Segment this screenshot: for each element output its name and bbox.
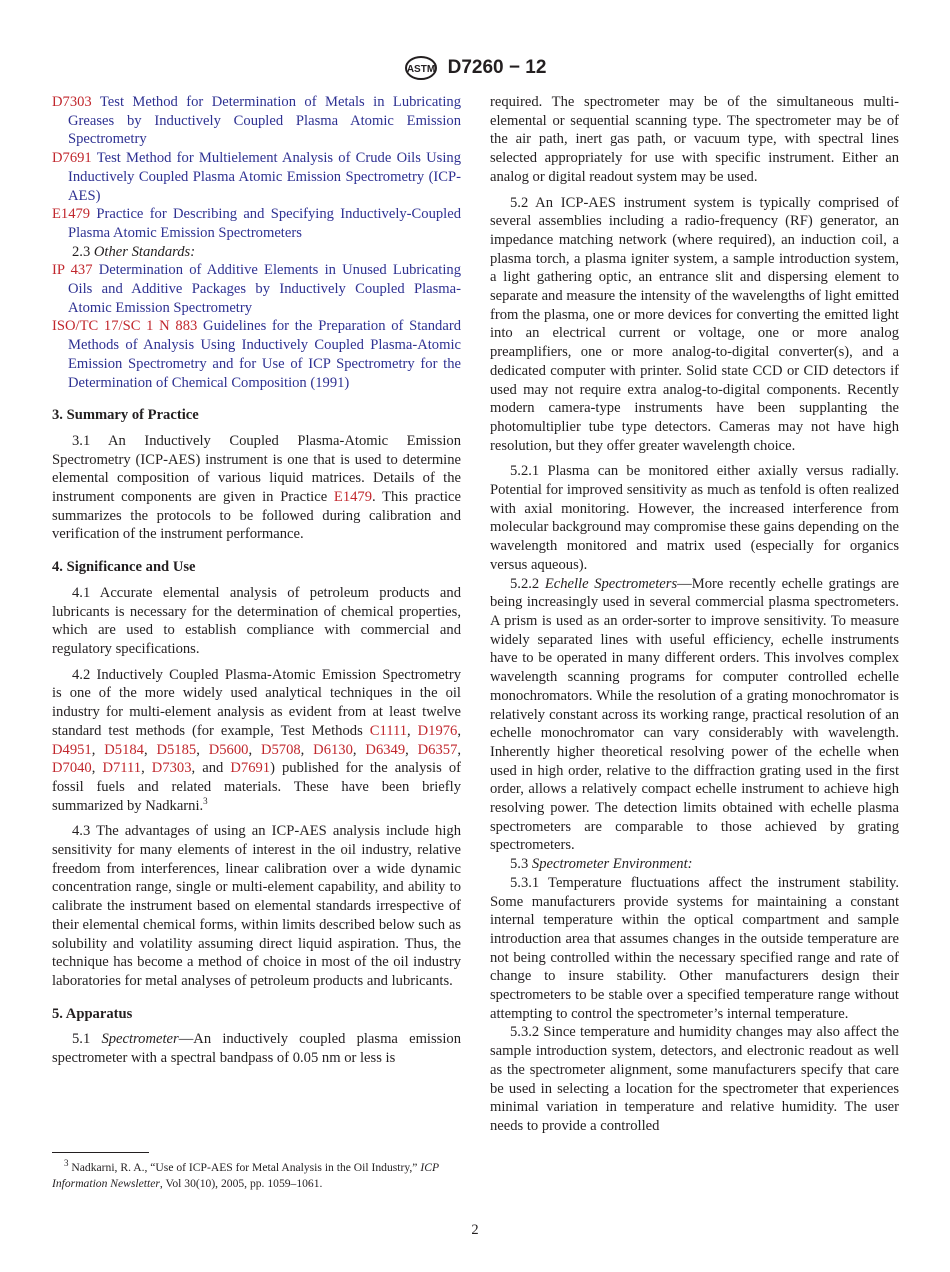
text: ,: [141, 760, 152, 777]
paragraph: [52, 666, 461, 816]
footnote-divider: [52, 1152, 149, 1153]
standard-link[interactable]: D5708: [260, 741, 301, 758]
text: ,: [352, 741, 366, 758]
text: ,: [248, 741, 261, 758]
page-header: [0, 55, 950, 81]
section-heading: [52, 558, 461, 577]
standard-link[interactable]: D5184: [104, 741, 144, 758]
text: Other Standards:: [93, 243, 196, 260]
footnote-journal: ICP Information Newsletter: [52, 1161, 439, 1190]
text: 5.2.1 Plasma can be monitored either axially versus radially. Potential for improved sensitivity as much as tenfold is often realized with axial monitoring. However, the increased interference from molecular background may compromise these gains depending on the wavelength monitored and matrix used (especially for organics versus aqueous).: [490, 463, 899, 573]
standard-title-link[interactable]: Determination of Additive Elements in Unused Lubricating Oils and Additive Packages by Inductively Coupled Plasma-Atomic Emission Spectrometry: [68, 262, 461, 316]
text: 5.2.2: [510, 575, 545, 592]
paragraph: [490, 93, 899, 187]
reference-entry: [52, 205, 461, 242]
text: 5. Apparatus: [52, 1005, 133, 1022]
right-column: [490, 93, 899, 1136]
text: ,: [91, 760, 103, 777]
reference-entry: [52, 149, 461, 205]
reference-entry: [52, 93, 461, 149]
standard-link[interactable]: C1111: [369, 722, 408, 739]
text: ,: [300, 741, 314, 758]
footnote-ref: 3: [203, 795, 208, 806]
text: 5.1: [72, 1031, 102, 1048]
standard-title-link[interactable]: Guidelines for the Preparation of Standard Methods of Analysis Using Inductively Coupled Plasma-Atomic Emission Spectrometry and for Use of ICP Spectrometry for the Determination of Chemical Composition (1991): [68, 318, 461, 391]
section-heading: [52, 1005, 461, 1024]
text: ,: [407, 722, 418, 739]
text: Spectrometer Environment:: [531, 856, 693, 873]
standard-link[interactable]: D6349: [365, 741, 406, 758]
text: Spectrometer: [101, 1031, 179, 1048]
text: 4.2 Inductively Coupled Plasma-Atomic Emission Spectrometry is one of the more widely used analytical techniques in the oil industry for multi-element analysis as evident from at least twelve standard test methods (for example, Test Methods: [52, 666, 461, 739]
text: 4.1 Accurate elemental analysis of petroleum products and lubricants is necessary for the determination of chemical properties, which are used to establish compliance with commercial and regulatory specifications.: [52, 584, 461, 657]
footnote-text: , Vol 30(10), 2005, pp. 1059–1061.: [159, 1176, 323, 1190]
text: —An inductively coupled plasma emission spectrometer with a spectral bandpass of 0.05 nm or less is: [52, 1031, 461, 1067]
text: . This practice summarizes the protocols to be followed during calibration and verification of the instrument performance.: [52, 489, 461, 543]
standard-link[interactable]: IP 437: [52, 262, 93, 279]
paragraph: [52, 243, 461, 262]
paragraph: [52, 822, 461, 990]
standard-link[interactable]: D5185: [156, 741, 197, 758]
standard-link[interactable]: D7303: [151, 760, 192, 777]
text: 5.3: [510, 856, 532, 873]
text: —More recently echelle gratings are being increasingly used in several commercial plasma spectrometers. A prism is used as an order-sorter to improve sensitivity. To measure widely separated lines with useful efficiency, echelle instruments have to be operated in many different orders. This involves complex wavelength scanning programs for computer controlled echelle monochromators. While the resolution of a grating monochromator is relatively constant across its working range, practical resolution of an echelle monochromator can vary considerably with wavelength. Inherently higher theoretical resolving power of the echelle when used in high order, relative to the diffraction grating used in the first order, allows a relatively compact echelle instrument to achieve high resolving power. The detection limits obtained with echelle plasma spectrometers are comparable to those achieved by grating spectrometers.: [490, 575, 899, 854]
standard-link[interactable]: E1479: [333, 489, 373, 506]
paragraph: [490, 194, 899, 456]
reference-entry: [52, 317, 461, 392]
paragraph: [52, 584, 461, 659]
text: ) published for the analysis of fossil fuels and related materials. These have been briefly summarized by Nadkarni.: [52, 760, 461, 814]
text: 5.2 An ICP-AES instrument system is typically comprised of several assemblies including a radio-frequency (RF) generator, an impedance matching network (where required), an induction coil, a plasma torch, a plasma igniter system, a sample introduction system, a light gathering optic, an entrance slit and dispersing element to separate and measure the intensity of the wavelengths of light emitted from the plasma, one or more devices for converting the emitted light into an electrical current or voltage, one or more analog preamplifiers, one or more analog-to-digital converter(s), and a dedicated computer with printer. Solid state CCD or CID detectors if used may not require extra analog-to-digital components. Recently modern camera-type instruments have been supplanting the photomultiplier tube type detectors. Cameras may not have high resolution, but they offer greater wavelength choice.: [490, 194, 899, 454]
footnote-number: 3: [64, 1158, 69, 1169]
paragraph: [52, 432, 461, 544]
paragraph: [490, 855, 899, 874]
svg-text:ASTM: ASTM: [406, 64, 435, 75]
text: ,: [143, 741, 157, 758]
paragraph: [490, 462, 899, 574]
text: 5.3.1 Temperature fluctuations affect the instrument stability. Some manufacturers provide systems for maintaining a constant internal temperature within the optical compartment and sample introduction area that assumes changes in the outside temperature are not being controlled within the necessary specified range and rate of change to insure stability. Other manufacturers design their spectrometers to be stable over a specified temperature range without attempting to control the spectrometer’s internal temperature.: [490, 874, 899, 1022]
text: required. The spectrometer may be of the simultaneous multi-elemental or sequential scanning type. The spectrometer may be of the air path, inert gas path, or vacuum type, with spectral lines selected appropriately for use with specific instrument. Either an analog or digital readout system may be used.: [490, 94, 899, 185]
standard-title-link[interactable]: Practice for Describing and Specifying Inductively-Coupled Plasma Atomic Emission Spectrometers: [68, 206, 461, 241]
left-column: [52, 93, 461, 1075]
paragraph: [490, 874, 899, 1024]
text: ,: [91, 741, 105, 758]
text: 4. Significance and Use: [52, 559, 196, 576]
text: 3. Summary of Practice: [52, 407, 199, 424]
standard-link[interactable]: D7040: [52, 760, 92, 777]
text: ,: [457, 722, 462, 739]
standard-link[interactable]: D7691: [230, 760, 271, 777]
text: Echelle Spectrometers: [544, 575, 678, 592]
footnote: [52, 1160, 464, 1191]
text: ,: [457, 741, 462, 758]
standard-link[interactable]: D5600: [208, 741, 249, 758]
reference-entry: [52, 261, 461, 317]
standard-link[interactable]: D7111: [102, 760, 142, 777]
page-number: 2: [471, 1222, 479, 1238]
text: 2.3: [72, 243, 94, 260]
footnote-text: Nadkarni, R. A., “Use of ICP-AES for Metal Analysis in the Oil Industry,”: [68, 1161, 421, 1174]
standard-title-link[interactable]: Test Method for Determination of Metals in Lubricating Greases by Inductively Coupled Plasma Atomic Emission Spectrometry: [68, 94, 461, 148]
standard-link[interactable]: D4951: [52, 741, 92, 758]
text: 5.3.2 Since temperature and humidity changes may also affect the sample introduction system, detectors, and electronic readout as well as the spectrometer alignment, some manufacturers specify that care be used in selecting a location for the spectrometer that experiences minimal variation in temperature and relative humidity. The user needs to provide a controlled: [490, 1024, 899, 1134]
text: , and: [191, 760, 231, 777]
text: 4.3 The advantages of using an ICP-AES analysis include high sensitivity for many elements of interest in the oil industry, relative freedom from interferences, linear calibration over a wide dynamic concentration range, single or multi-element capability, and ability to calibrate the instrument based on elemental standards irrespective of their elemental chemical forms, within limits described below such as solubility and volatility assuming direct liquid aspiration. Thus, the technique has become a method of choice in most of the oil industry laboratories for metal analyses of petroleum products and lubricants.: [52, 823, 461, 989]
text: 3.1 An Inductively Coupled Plasma-Atomic Emission Spectrometry (ICP-AES) instrument is one that is used to determine elemental composition of various liquid matrices. Details of the instrument components are given in Practice: [52, 432, 461, 506]
section-heading: [52, 406, 461, 425]
document-id: D7260 − 12: [447, 57, 547, 78]
standard-link[interactable]: ISO/TC 17/SC 1 N 883: [52, 318, 198, 335]
standard-link[interactable]: D6357: [417, 741, 458, 758]
text: ,: [405, 741, 418, 758]
standard-link[interactable]: D1976: [417, 722, 458, 739]
astm-logo-icon: [404, 55, 438, 81]
paragraph: [52, 1030, 461, 1067]
paragraph: [490, 1023, 899, 1135]
standard-link[interactable]: D7303: [52, 94, 92, 110]
standard-link[interactable]: D7691: [52, 150, 92, 167]
standard-title-link[interactable]: Test Method for Multielement Analysis of Crude Oils Using Inductively Coupled Plasma Atomic Emission Spectrometry (ICP-AES): [68, 150, 461, 204]
text: ,: [196, 741, 209, 758]
standard-link[interactable]: E1479: [52, 206, 91, 223]
standard-link[interactable]: D6130: [313, 741, 353, 758]
paragraph: [490, 575, 899, 856]
